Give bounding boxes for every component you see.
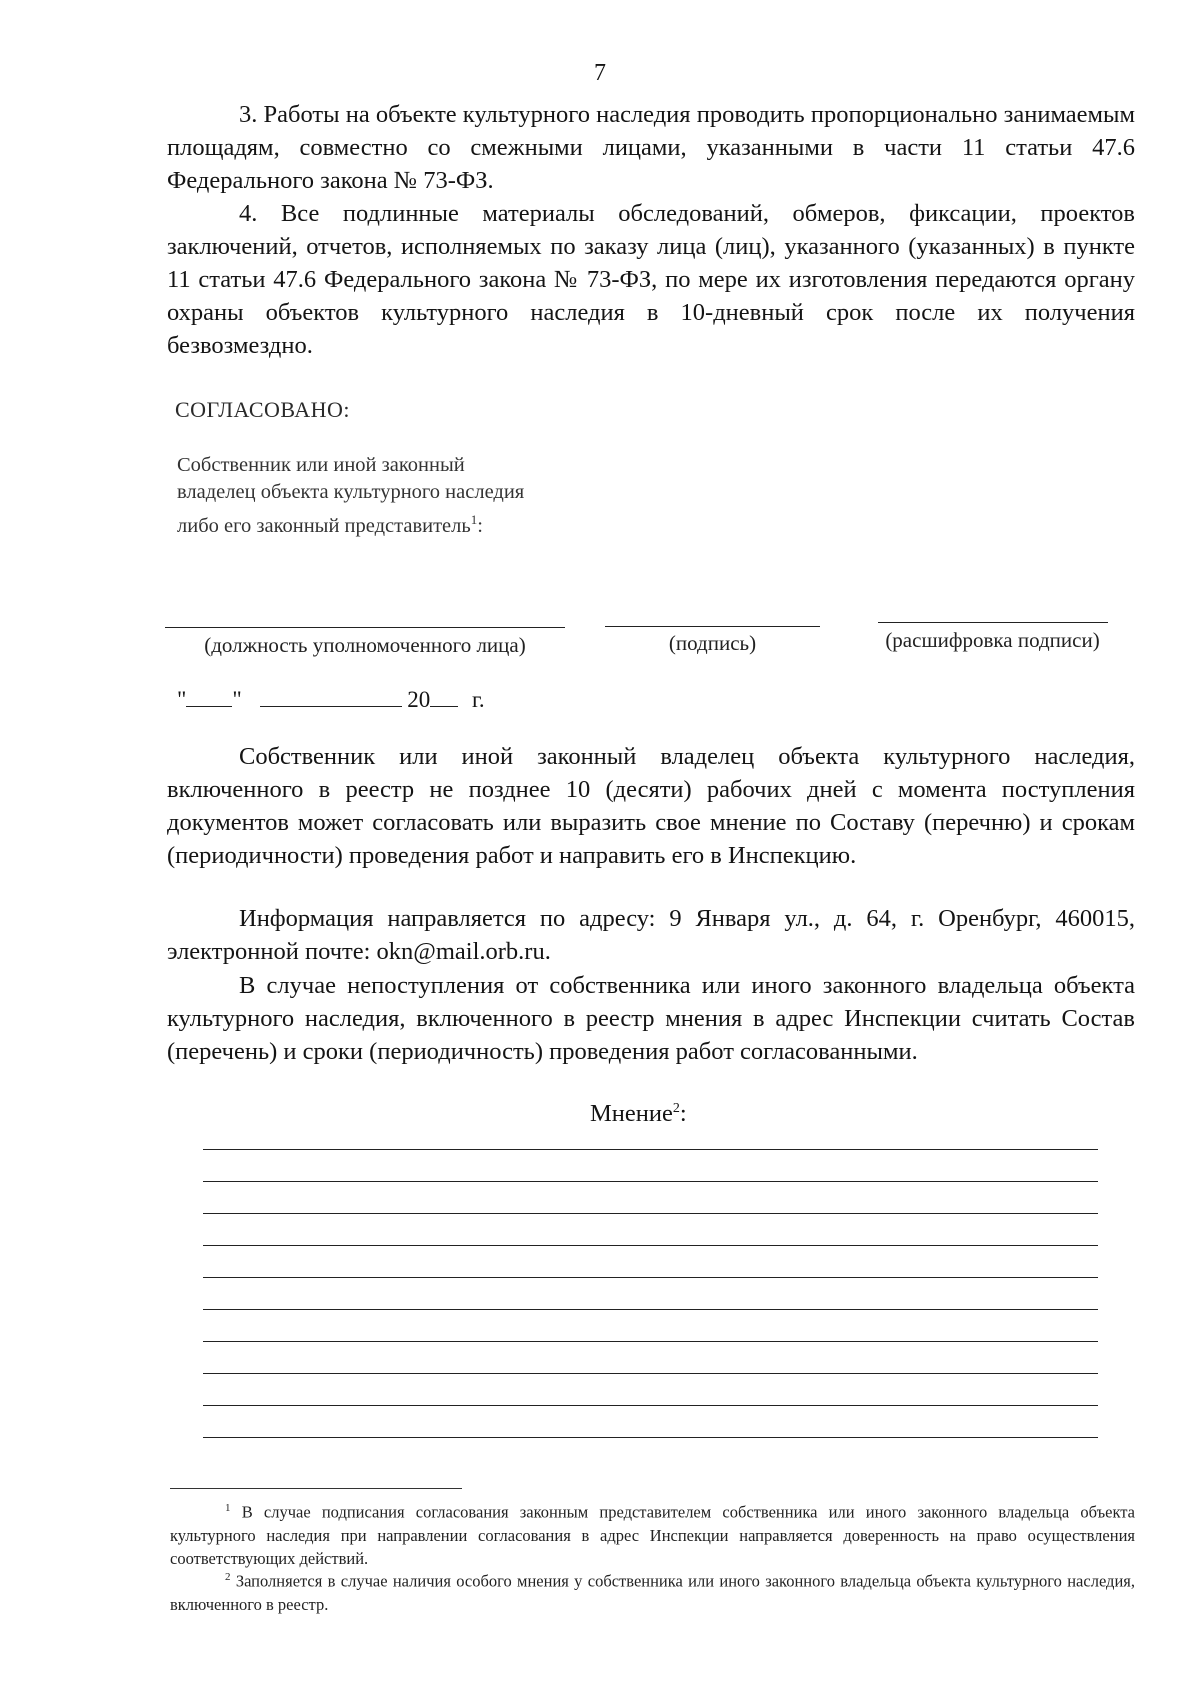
decryption-signature-line [878, 622, 1108, 623]
signature-caption: (подпись) [668, 631, 757, 655]
opinion-line [203, 1181, 1098, 1182]
footnote-ref-2: 2 [672, 1100, 680, 1116]
page-number: 7 [594, 60, 606, 86]
opinion-line [203, 1277, 1098, 1278]
decryption-caption: (расшифровка подписи) [885, 628, 1100, 652]
day-blank [186, 688, 232, 707]
date-close-quote: " [232, 687, 242, 712]
position-signature-line [165, 627, 565, 628]
address-text: Информация направляется по адресу: 9 Января ул., д. 64, г. Оренбург, 460015, электронной почте: okn@mail.orb.ru. [167, 905, 1135, 965]
owner-label-colon: : [477, 514, 483, 537]
paragraph-owner-notice [167, 740, 1135, 872]
agreement-title: СОГЛАСОВАНО: [175, 397, 350, 422]
paragraph-item-3-text: 3. Работы на объекте культурного наследия проводить пропорционально занимаемым площадям, совместно со смежными лицами, указанными в части 11 статьи 47.6 Федерального закона № 73-ФЗ. [167, 101, 1135, 194]
date-open-quote: " [177, 687, 187, 712]
opinion-line [203, 1149, 1098, 1150]
year-blank [430, 688, 458, 707]
paragraph-address [167, 902, 1135, 968]
opinion-heading-colon: : [679, 1100, 687, 1127]
footnote-2 [170, 1566, 1135, 1616]
signature-line [605, 626, 820, 627]
date-row [177, 687, 485, 713]
month-blank [260, 688, 402, 707]
position-caption: (должность уполномоченного лица) [204, 633, 526, 657]
paragraph-item-3 [167, 98, 1135, 197]
opinion-line [203, 1309, 1098, 1310]
opinion-heading-text: Мнение [590, 1100, 673, 1127]
owner-notice-text: Собственник или иной законный владелец объекта культурного наследия, включенного в реестр не позднее 10 (десяти) рабочих дней с момента поступления документов может согласовать или выразить свое мнение по Составу (перечню) и срокам (периодичности) проведения работ и направить его в Инспекцию. [167, 743, 1135, 869]
owner-label [177, 452, 537, 540]
default-agreement-text: В случае непоступления от собственника или иного законного владельца объекта культурного наследия, включенного в реестр мнения в адрес Инспекции считать Состав (перечень) и сроки (периодичность) проведения работ согласованными. [167, 972, 1135, 1065]
footnote-2-text: Заполняется в случае наличия особого мнения у собственника или иного законного владельца объекта культурного наследия, включенного в реестр. [170, 1571, 1135, 1614]
opinion-line [203, 1373, 1098, 1374]
opinion-line [203, 1245, 1098, 1246]
owner-label-text: Собственник или иной законный владелец объекта культурного наследия либо его законный представитель [177, 454, 525, 537]
opinion-line [203, 1213, 1098, 1214]
paragraph-item-4-text: 4. Все подлинные материалы обследований, обмеров, фиксации, проектов заключений, отчетов, исполняемых по заказу лица (лиц), указанного (указанных) в пункте 11 статьи 47.6 Федерального закона № 73-ФЗ, по мере их изготовления передаются органу охраны объектов культурного наследия в 10-дневный срок после их получения безвозмездно. [167, 200, 1135, 359]
footnote-ref-1: 1 [470, 512, 478, 527]
opinion-line [203, 1437, 1098, 1438]
footnote-2-mark: 2 [225, 1571, 231, 1583]
year-suffix: г. [472, 687, 485, 712]
opinion-line [203, 1405, 1098, 1406]
paragraph-default-agreement [167, 969, 1135, 1068]
paragraph-item-4 [167, 197, 1135, 362]
footnote-1-mark: 1 [225, 1502, 231, 1514]
footnote-1-text: В случае подписания согласования законным представителем собственника или иного законного владельца объекта культурного наследия при направлении согласования в адрес Инспекции направляется доверенность на право осуществления соответствующих действий. [170, 1502, 1136, 1568]
opinion-heading [590, 1100, 687, 1128]
footnote-1 [170, 1497, 1135, 1570]
opinion-line [203, 1341, 1098, 1342]
footnote-separator [170, 1488, 462, 1489]
year-prefix: 20 [407, 687, 431, 712]
